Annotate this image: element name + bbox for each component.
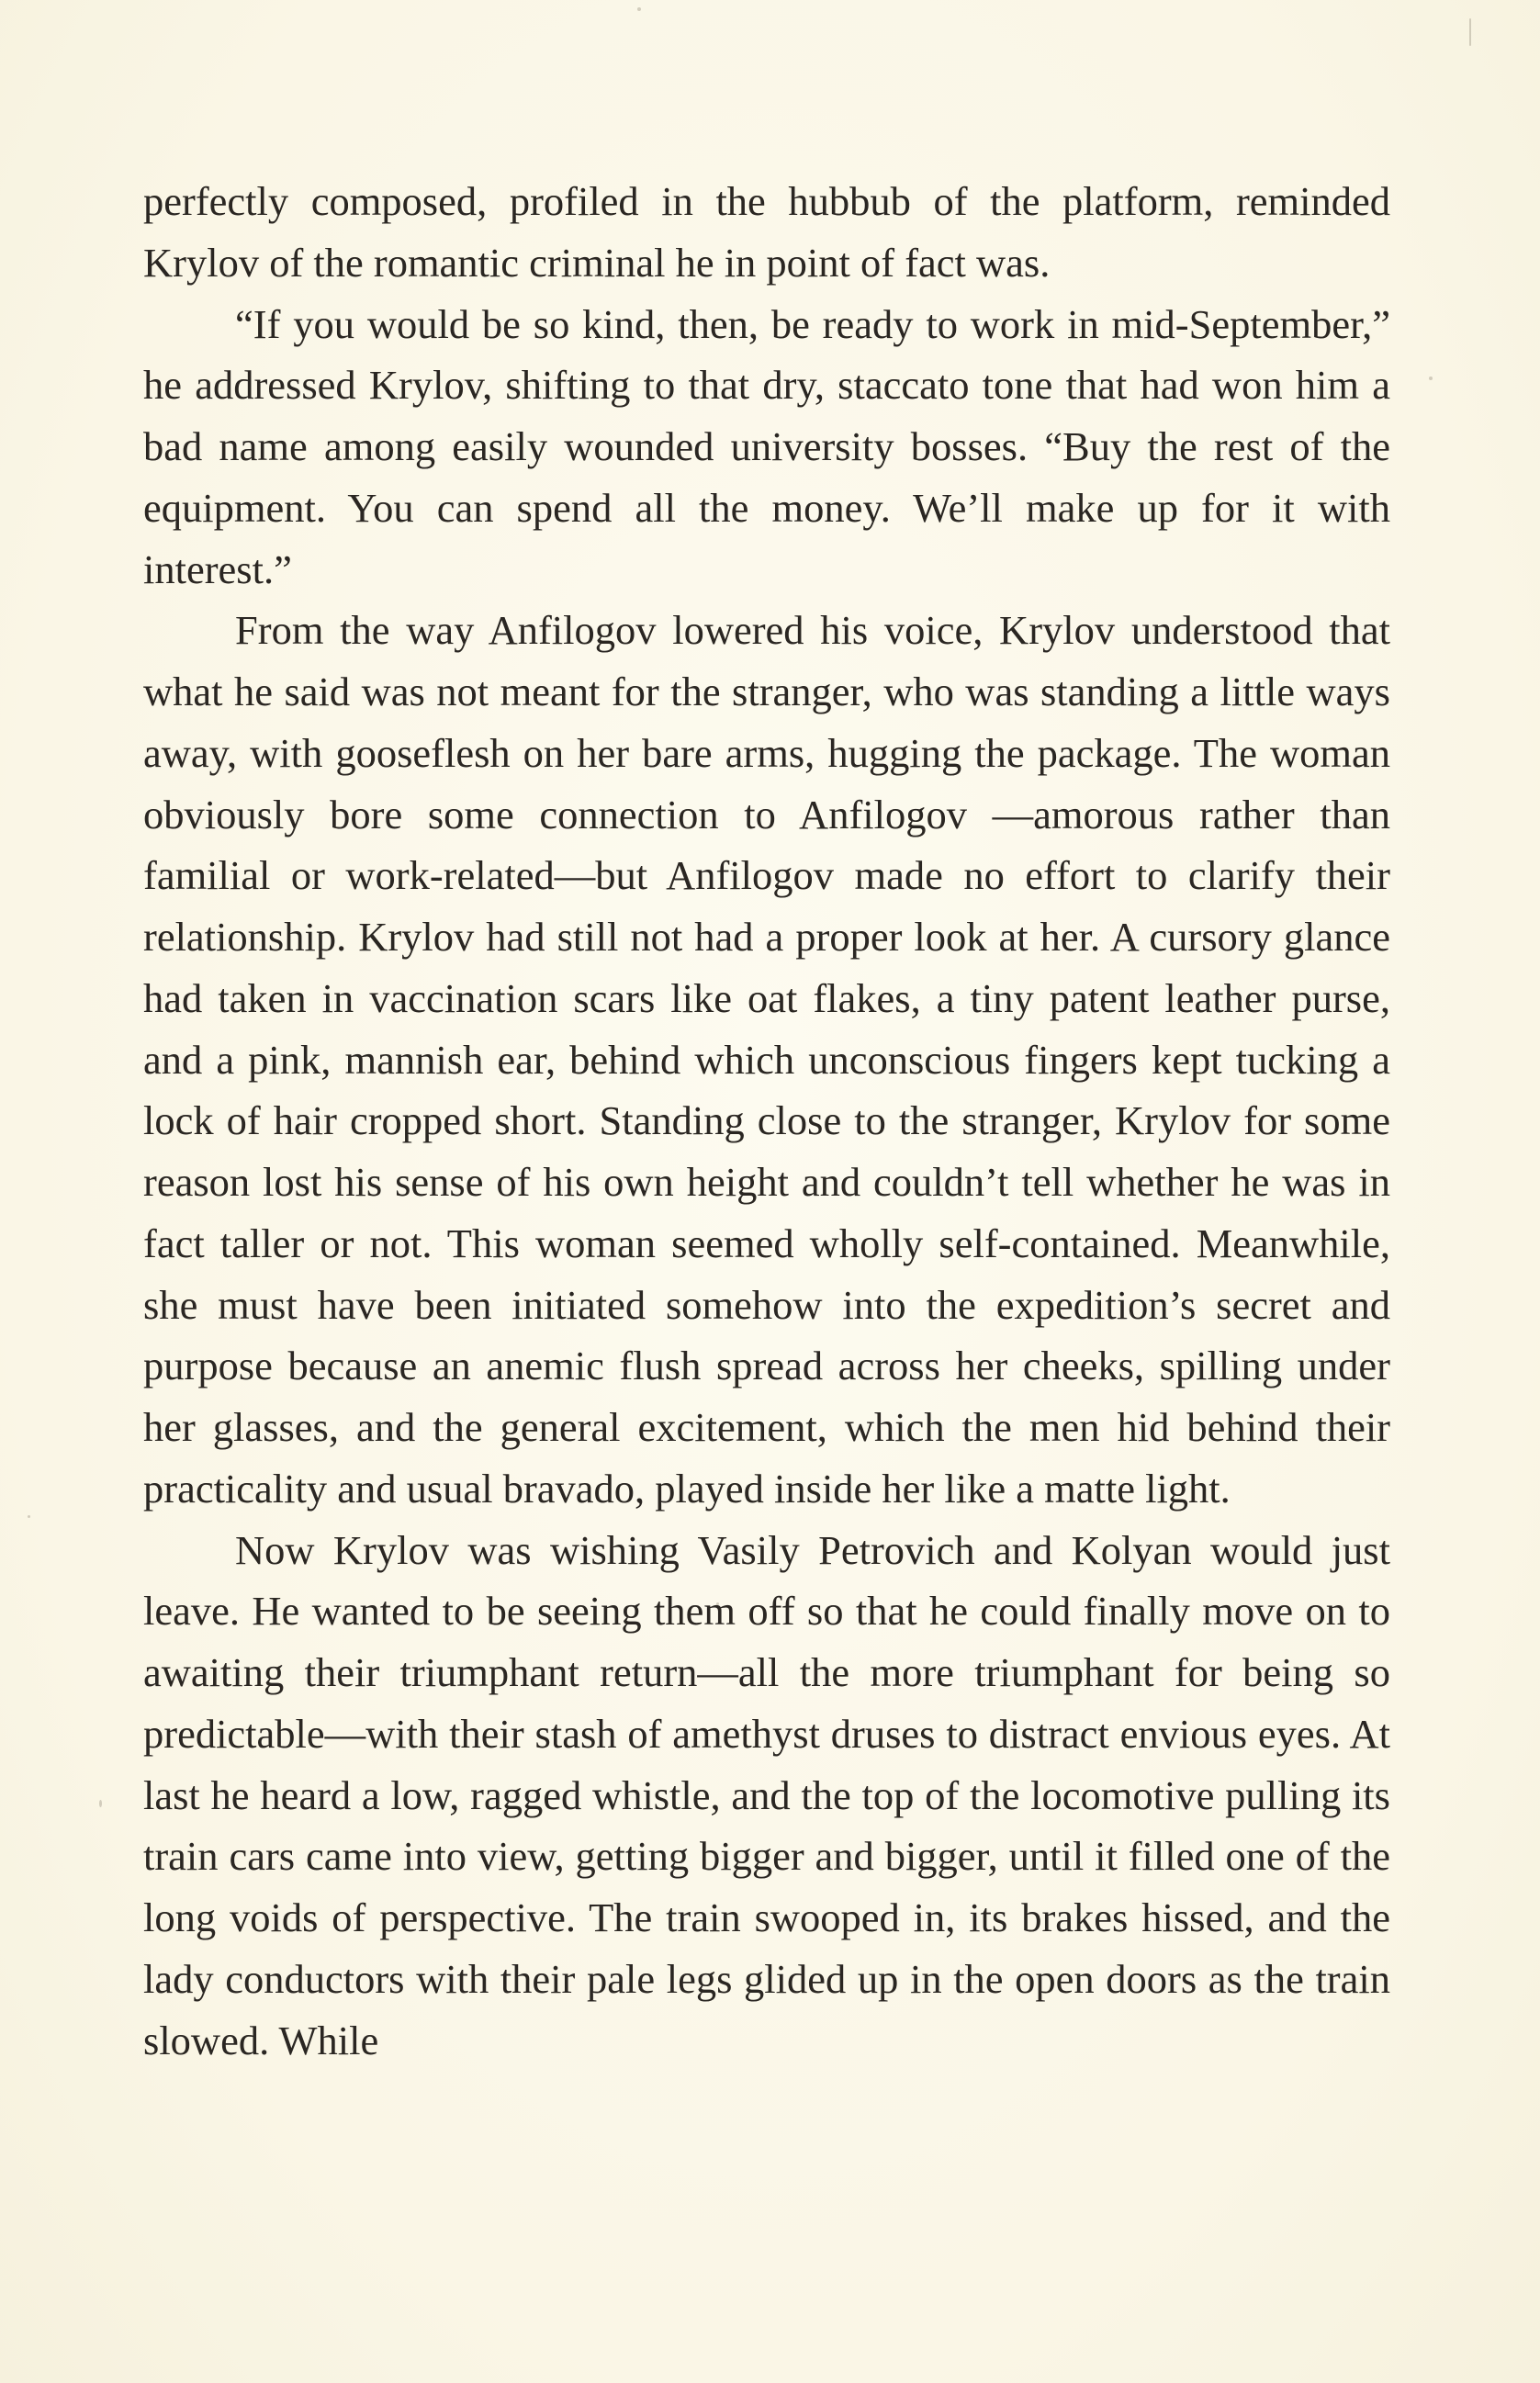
paragraph-4: Now Krylov was wishing Vasily Petrovich and Kolyan would just leave. He wanted to be seeing them off so that he could finally move on to awaiting their triumphant return—all the more triumphant for being so predictable—with their stash of amethyst druses to distract envious eyes. At last he heard a low, ragged whistle, and the top of the locomotive pulling its train cars came into view, getting bigger and bigger, until it filled one of the long voids of perspective. The train swooped in, its brakes hissed, and the lady conductors with their pale legs glided up in the open doors as the train slowed. While	[143, 1526, 1390, 2063]
paper-speck	[99, 1800, 102, 1807]
paragraph-1: perfectly composed, profiled in the hubbub of the platform, reminded Krylov of the romantic criminal he in point of fact was.	[143, 178, 1390, 286]
paragraph-3: From the way Anfilogov lowered his voice, Krylov understood that what he said was not meant for the stranger, who was standing a little ways away, with gooseflesh on her bare arms, hugging the package. The woman obviously bore some connection to Anfilogov —amorous rather than familial or work-related—but Anfilogov made no effort to clarify their relationship. Krylov had still not had a proper look at her. A cursory glance had taken in vaccination scars like oat flakes, a tiny patent leather purse, and a pink, mannish ear, behind which unconscious fingers kept tucking a lock of hair cropped short. Standing close to the stranger, Krylov for some reason lost his sense of his own height and couldn’t tell whether he was in fact taller or not. This woman seemed wholly self-contained. Meanwhile, she must have been initiated somehow into the expedition’s secret and purpose because an anemic flush spread across her cheeks, spilling under her glasses, and the general excitement, which the men hid behind their practicality and usual bravado, played inside her like a matte light.	[143, 607, 1390, 1512]
body-text	[143, 171, 1390, 2071]
paper-speck	[637, 7, 641, 11]
paper-speck	[1429, 377, 1433, 380]
paper-speck	[1469, 18, 1471, 46]
paragraph-2: “If you would be so kind, then, be ready to work in mid-September,” he addressed Krylov, shifting to that dry, staccato tone that had won him a bad name among easily wounded university bosses. “Buy the rest of the equipment. You can spend all the money. We’ll make up for it with interest.”	[143, 300, 1390, 592]
paper-speck	[28, 1515, 30, 1518]
